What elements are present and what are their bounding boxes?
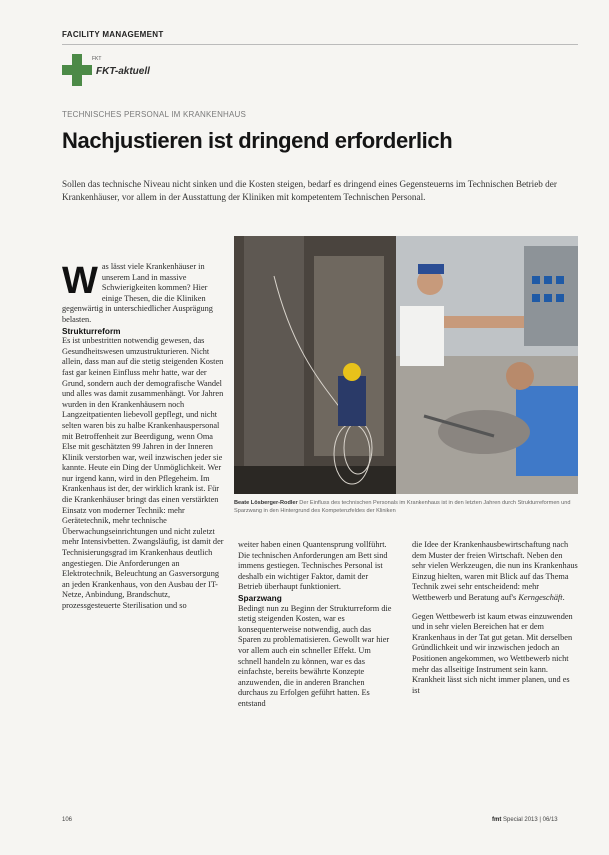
article-intro: Sollen das technische Niveau nicht sinken und die Kosten steigen, bedarf es dringend eines Gegensteuerns im Technischen Betrieb der Krankenhäuser, vor allem in der Ausstattung der Kliniken mit kompetentem Technischen Personal. bbox=[62, 179, 557, 202]
logo-badge: FKT bbox=[92, 56, 102, 62]
body-text: die Idee der Krankenhausbewirtschaftung nach dem Muster der freien Wirtschaft. Neben den sehr vielen Werkzeugen, die nun ins Krankenhaus Einzug hielten, waren mit Blick auf das Thema Technik zwei sehr entscheidend: mehr Wettbewerb und Beratung auf's Kerngeschäft. bbox=[412, 540, 578, 602]
photo-caption bbox=[234, 499, 578, 515]
cross-icon bbox=[62, 54, 92, 86]
photo-credit: Beate Lösberger-Rodler bbox=[234, 500, 298, 506]
body-text: Bedingt nun zu Beginn der Strukturreform die stetig steigenden Kosten, war es konsequenterweise notwendig, auch das Sparen zu problematisieren. Gewollt war hier vor allem auch ein schneller Effekt. Um schnell handeln zu können, war es das einfachste, bereits bewährte Konzepte anzuwenden, die in anderen Branchen durchaus zu Erfolgen geführt hatten. Es entstand bbox=[238, 603, 392, 708]
article-kicker: TECHNISCHES PERSONAL IM KRANKENHAUS bbox=[62, 110, 247, 119]
page-number: 106 bbox=[62, 817, 73, 823]
article-column-3 bbox=[412, 540, 578, 696]
caption-text: Der Einfluss des technischen Personals im Krankenhaus ist in den letzten Jahren durch Strukturreformen und Sparzwang in den Hintergrund des Kompetenzfeldes der Kliniken bbox=[234, 500, 571, 514]
section-label: FACILITY MANAGEMENT bbox=[62, 30, 164, 39]
lead-text: as lässt viele Krankenhäuser in unserem Land in massive Schwierigkeiten kommen? Hier einige Thesen, die die Kliniken gegenwärtig in unterschiedlicher Ausprägung belasten. bbox=[62, 262, 213, 324]
drop-cap: W bbox=[62, 260, 98, 302]
logo-text: FKT-aktuell bbox=[96, 66, 150, 77]
article-column-2 bbox=[238, 540, 394, 710]
helmet-icon bbox=[343, 363, 361, 381]
article-photo bbox=[234, 236, 578, 494]
article-title: Nachjustieren ist dringend erforderlich bbox=[62, 128, 453, 153]
subheading-sparzwang: Sparzwang bbox=[238, 592, 282, 603]
subheading-strukturreform: Strukturreform bbox=[62, 325, 121, 336]
magazine-name: fmt bbox=[492, 817, 502, 823]
body-text: Gegen Wettbewerb ist kaum etwas einzuwenden und in sehr vielen Bereichen hat er dem Krankenhaus in der Tat gut getan. Mit derselben Gründlichkeit und wir inzwischen jedoch an Positionen angekommen, wo Wettbewerb nicht mehr das allseitige Instrument sein kann. Krankheit lässt sich nicht immer planen, und es ist bbox=[412, 611, 573, 695]
footer-issue bbox=[492, 817, 558, 823]
issue-info: Special 2013 | 06/13 bbox=[503, 817, 558, 823]
article-column-1 bbox=[62, 262, 228, 612]
lead-paragraph bbox=[62, 262, 228, 326]
emphasis-text: Kerngeschäft bbox=[518, 592, 563, 602]
body-text: Es ist unbestritten notwendig gewesen, das Gesundheitswesen umzustrukturieren. Nicht allein, dass man auf die stetig steigenden Kosten fast gar keinen Einfluss mehr hatte, war der Grund, sondern auch der demografische Wandel und alles was damit zusammenhängt. Vor Jahren wurden in den Krankenhäusern noch Langzeitpatienten liebevoll gepflegt, und nicht selten waren bis zu halbe Krankenhauspersonal mit Betroffenheit zur Beerdigung, wenn Oma Else mit geschätzten 99 Jahren in der Inneren Klinik verstorben war, weil inzwischen jeder sie kannte. Heute ein Ding der Unmöglichkeit. Wer nur irgend kann, wird in den Pflegeheim. Im Krankenhaus ist der, der wirklich krank ist. Für die Krankenhäuser bringt das einen verstärkten Einsatz von moderner Technik: mehr Gerätetechnik, mehr technische Überwachungseinrichtungen und nicht zuletzt mehr Intensivbetten. Zwangsläufig, ist damit der Technisierungsgrad im Krankenhaus deutlich angestiegen. Die Anforderungen an Elektrotechnik, Beleuchtung an Gasversorgung an jeden Krankenhaus, von den Ausbau der IT-Netze, Anbindung, Brandschutz, prozessgesteuerte Sterilisation und so bbox=[62, 336, 224, 610]
section-divider bbox=[62, 44, 578, 45]
body-text: weiter haben einen Quantensprung vollführt. Die technischen Anforderungen am Bett sind immens gestiegen. Technisches Personal ist deshalb ein wichtiger Faktor, damit der Betrieb überhaupt funktioniert. bbox=[238, 540, 388, 592]
fkt-logo bbox=[62, 54, 172, 90]
